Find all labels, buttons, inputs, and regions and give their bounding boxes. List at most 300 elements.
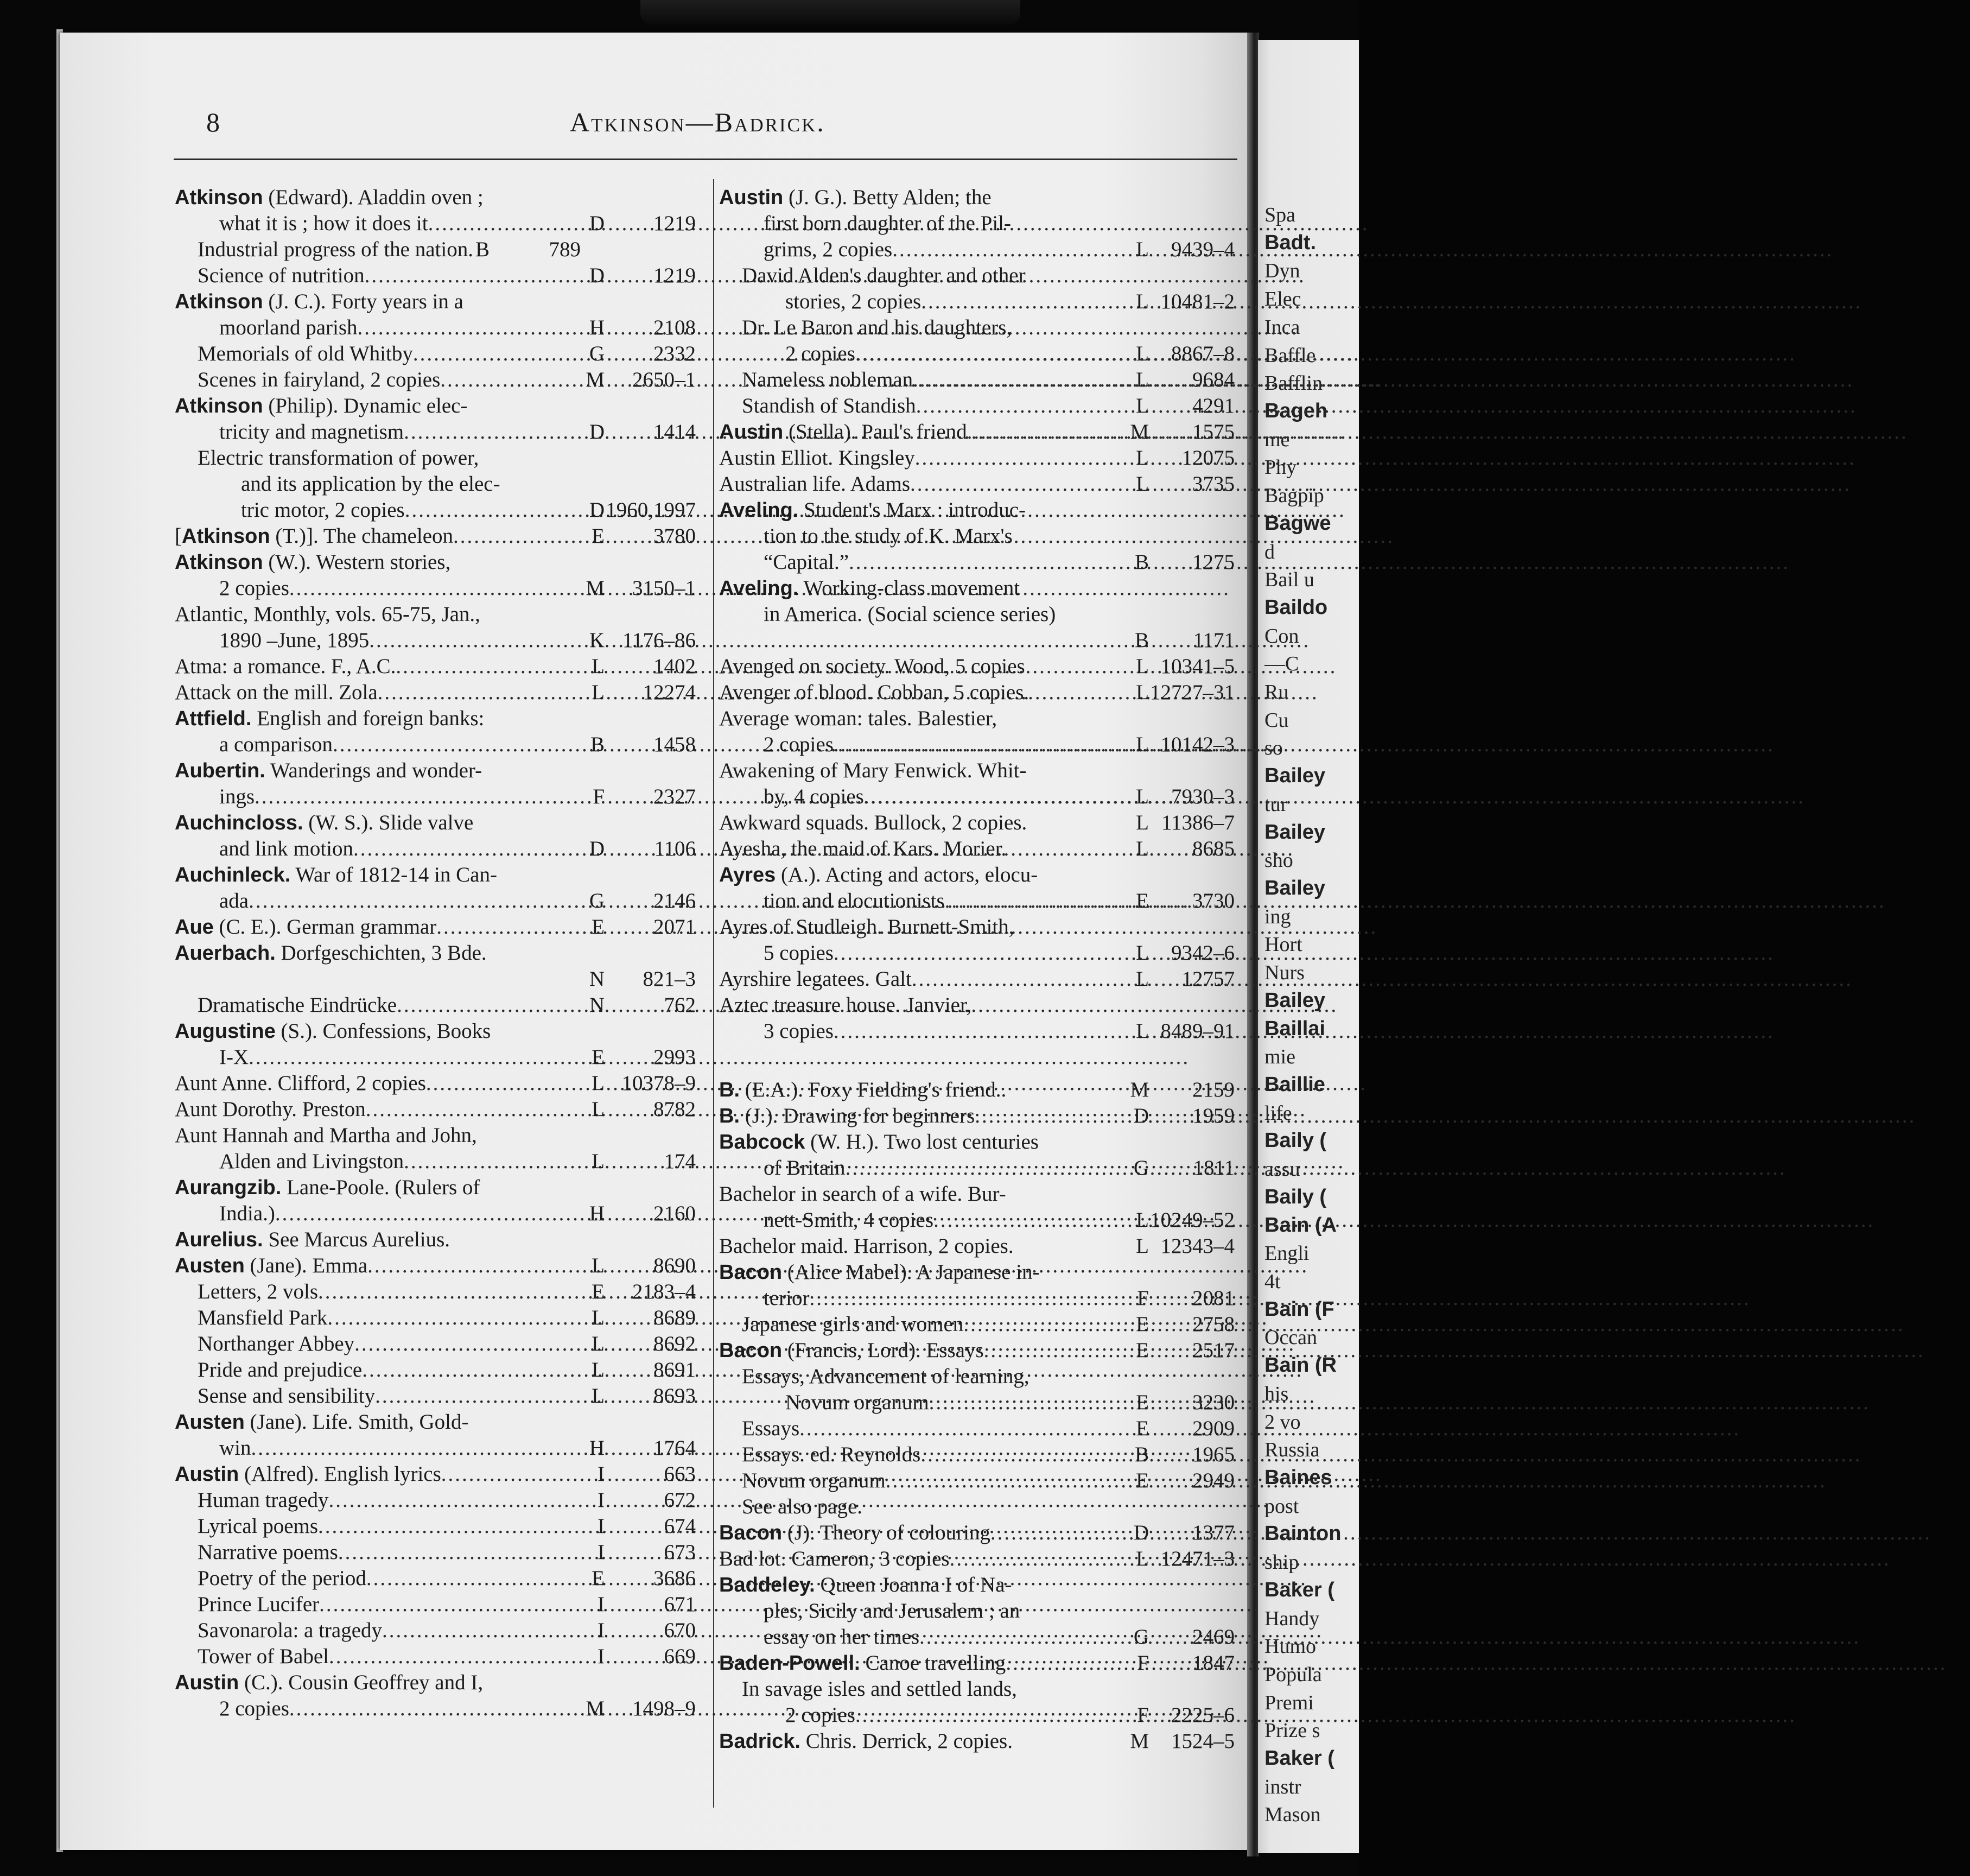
scan-top-shadow	[640, 0, 1020, 24]
right-column	[719, 185, 1235, 1754]
catalog-entry	[175, 237, 696, 263]
next-page-fragment: Bain (F	[1264, 1298, 1334, 1321]
leader-dots	[413, 341, 587, 367]
class-letter: N	[589, 993, 605, 1017]
class-letter: G	[589, 342, 605, 365]
next-page-fragment: Bainton	[1264, 1522, 1342, 1545]
entry-line	[175, 263, 696, 289]
next-page-fragment: —C	[1264, 652, 1299, 675]
entry-line	[719, 1259, 1235, 1285]
entry-line	[175, 393, 696, 419]
leader-dots	[945, 888, 1134, 914]
entry-text	[175, 185, 484, 211]
entry-text	[719, 1181, 1006, 1207]
leader-dots	[318, 1279, 589, 1305]
leader-dots	[366, 1097, 589, 1123]
class-letter: E	[1136, 1417, 1149, 1440]
entry-text: ada	[219, 889, 249, 912]
entry-line	[175, 1592, 696, 1618]
leader-dots	[975, 1103, 1132, 1129]
shelf-number: 670	[664, 1619, 696, 1642]
entry-text: of Britain	[764, 1156, 846, 1180]
shelf-number: 3780	[653, 524, 696, 548]
catalog-entry	[175, 393, 696, 445]
entry-title: War of 1812-14 in Can-	[290, 863, 497, 886]
entry-text: Nameless nobleman	[742, 368, 913, 391]
catalog-entry	[175, 1461, 696, 1487]
entry-text: first born daughter of the Pil-	[764, 212, 1011, 235]
entry-text: Letters, 2 vols	[198, 1280, 319, 1303]
entry-text	[719, 966, 912, 992]
next-page-fragment: Bain (A	[1264, 1214, 1337, 1237]
next-page-fragment: Con	[1264, 625, 1299, 648]
entry-heading: Austin	[719, 421, 784, 443]
catalog-entry	[175, 1644, 696, 1670]
entry-text: “Capital.”	[764, 550, 849, 574]
next-page-fragment: Baker (	[1264, 1579, 1334, 1601]
entry-heading: Aurangzib.	[175, 1176, 282, 1199]
entry-title: David Alden's daughter and other	[742, 264, 1026, 287]
entry-title: Aunt Hannah and Martha and John,	[175, 1124, 477, 1147]
entry-text: tion to the study of K. Marx's	[764, 524, 1013, 548]
catalog-entry	[175, 445, 696, 523]
entry-text: 2 copies	[785, 1703, 855, 1727]
entry-text: tric motor, 2 copies	[241, 498, 405, 522]
entry-text	[175, 393, 467, 419]
class-letter: E	[592, 1567, 605, 1590]
class-letter: D	[589, 212, 605, 235]
entry-text	[719, 497, 1026, 523]
shelf-number: 1575	[1192, 420, 1235, 443]
shelf-number: 2183–4	[632, 1280, 696, 1303]
entry-title: In savage isles and settled lands,	[742, 1677, 1017, 1701]
class-letter: L	[1136, 811, 1149, 834]
entry-line	[719, 784, 1235, 810]
next-page-fragment: Popula	[1264, 1663, 1322, 1686]
catalog-entry	[175, 1331, 696, 1357]
catalog-entry	[719, 992, 1235, 1044]
entry-text: Narrative poems	[198, 1541, 338, 1564]
entry-line	[719, 680, 1235, 706]
entry-heading: Aveling.	[719, 577, 799, 600]
shelf-number: 762	[664, 993, 696, 1017]
entry-line	[719, 1650, 1235, 1676]
entry-heading: Austin	[719, 186, 784, 209]
catalog-entry	[719, 1520, 1235, 1546]
class-letter: L	[1136, 655, 1149, 678]
entry-text: and link motion	[219, 837, 353, 860]
entry-text: See also page.	[742, 1495, 863, 1518]
next-page-fragment: instr	[1264, 1776, 1301, 1798]
entry-line	[175, 1070, 696, 1097]
shelf-number: 3686	[653, 1567, 696, 1590]
leader-dots	[834, 1018, 1134, 1044]
catalog-entry	[719, 393, 1235, 419]
entry-heading: Aurelius.	[175, 1228, 263, 1251]
class-letter: M	[1130, 1078, 1149, 1101]
catalog-entry	[175, 523, 696, 549]
class-letter: G	[589, 889, 605, 912]
shelf-number: 2108	[653, 316, 696, 339]
shelf-number: 174	[664, 1150, 696, 1173]
entry-line	[175, 680, 696, 706]
leader-dots	[809, 1285, 1135, 1311]
class-letter: D	[589, 498, 605, 522]
entry-title: Essays, Advancement of learning,	[742, 1365, 1030, 1388]
entry-text	[719, 654, 1025, 680]
catalog-entry	[175, 367, 696, 393]
catalog-entry	[175, 1279, 696, 1305]
entry-line	[175, 1097, 696, 1123]
shelf-number: 10378–9	[621, 1072, 696, 1095]
catalog-entry	[175, 549, 696, 601]
next-page-fragment: life	[1264, 1102, 1292, 1125]
shelf-number: 1960,1997	[606, 498, 696, 522]
leader-dots	[921, 289, 1134, 315]
leader-dots	[366, 1566, 589, 1592]
entry-text	[719, 1572, 1012, 1598]
catalog-entry	[719, 1181, 1235, 1233]
catalog-entry	[175, 1383, 696, 1409]
entry-title: (W.). Western stories,	[263, 550, 451, 574]
entry-text: in America. (Social science series)	[764, 603, 1056, 626]
entry-line	[719, 628, 1235, 654]
leader-dots	[333, 732, 588, 758]
entry-text: 3 copies	[764, 1019, 834, 1043]
shelf-number: 2758	[1192, 1313, 1235, 1336]
entry-text: essay on her times	[764, 1625, 920, 1649]
entry-line	[175, 523, 696, 549]
shelf-number: 2081	[1192, 1286, 1235, 1310]
class-letter: E	[1136, 1469, 1149, 1492]
entry-title: Ayres of Studleigh. Burnett-Smith,	[719, 915, 1014, 939]
entry-text: Standish of Standish	[742, 394, 916, 417]
entry-text: Novum organum	[785, 1391, 929, 1414]
entry-heading: Bacon	[719, 1261, 783, 1284]
entry-line	[175, 1149, 696, 1175]
entry-text: ples, Sicily and Jerusalem ; an	[764, 1599, 1020, 1623]
shelf-number: 1965	[1192, 1443, 1235, 1466]
shelf-number: 672	[664, 1488, 696, 1512]
entry-text: Dramatische Eindrücke	[198, 993, 397, 1017]
shelf-number: 2650–1	[632, 368, 696, 391]
entry-line	[175, 1175, 696, 1201]
leader-dots	[362, 1357, 589, 1383]
shelf-number: 12727–31	[1150, 681, 1235, 704]
entry-title: Dr. Le Baron and his daughters,	[742, 316, 1012, 339]
next-page-fragment: Phy	[1264, 456, 1297, 479]
entry-text: Japanese girls and women	[742, 1313, 964, 1336]
next-page-fragment: ing	[1264, 905, 1291, 928]
entry-text	[175, 1123, 477, 1149]
entry-line	[719, 185, 1235, 211]
entry-text	[719, 185, 992, 211]
leader-dots	[990, 1520, 1132, 1546]
catalog-entry	[175, 992, 696, 1018]
catalog-entry	[719, 810, 1235, 836]
entry-line	[175, 914, 696, 940]
next-page-fragment: Cu	[1264, 709, 1289, 732]
entry-line	[719, 1390, 1235, 1416]
entry-text	[719, 836, 1006, 862]
shelf-number: 789	[549, 238, 581, 261]
entry-line	[719, 1572, 1235, 1598]
entry-heading: Austin	[175, 1463, 239, 1486]
catalog-entry	[175, 810, 696, 862]
entry-line	[175, 1696, 696, 1722]
entry-line	[719, 1676, 1235, 1702]
leader-dots	[397, 992, 587, 1018]
leader-dots	[369, 628, 587, 654]
entry-text	[719, 1650, 1006, 1676]
shelf-number: 663	[664, 1462, 696, 1486]
entry-line	[175, 1044, 696, 1070]
entry-title: Aunt Anne. Clifford, 2 copies	[175, 1072, 426, 1095]
entry-text	[719, 1728, 1013, 1754]
entry-text	[719, 810, 1027, 836]
catalog-entry	[175, 706, 696, 758]
entry-heading: B.	[719, 1105, 740, 1127]
leader-dots	[375, 1383, 589, 1409]
entry-line	[719, 471, 1235, 497]
next-page-fragment: Hort	[1264, 933, 1302, 956]
catalog-entry	[175, 1018, 696, 1070]
entry-text	[719, 1520, 990, 1546]
next-page-fragment: Humo	[1264, 1635, 1316, 1658]
class-letter: L	[1136, 290, 1149, 313]
catalog-entry	[719, 1129, 1235, 1181]
entry-line	[175, 966, 696, 992]
entry-title: Awkward squads. Bullock, 2 copies.	[719, 811, 1027, 834]
catalog-entry	[719, 1077, 1235, 1103]
entry-line	[175, 758, 696, 784]
leader-dots	[354, 1331, 589, 1357]
entry-line	[719, 966, 1235, 992]
entry-text: Northanger Abbey	[198, 1332, 355, 1355]
class-letter: F	[1137, 1651, 1149, 1675]
entry-line	[175, 1461, 696, 1487]
class-letter: D	[589, 837, 605, 860]
entry-title: Queen Joanna I of Na-	[815, 1573, 1012, 1596]
entry-line	[175, 315, 696, 341]
class-letter: L	[1136, 941, 1149, 965]
entry-title: (Philip). Dynamic elec-	[263, 394, 468, 417]
entry-text	[742, 1364, 1030, 1390]
entry-line	[719, 1598, 1235, 1624]
entry-heading: Austin	[175, 1671, 239, 1694]
catalog-entry	[719, 1572, 1235, 1650]
class-letter: D	[1133, 1104, 1149, 1127]
entry-line	[719, 1442, 1235, 1468]
leader-dots	[950, 1546, 1134, 1572]
catalog-entry	[175, 1227, 696, 1253]
entry-text	[742, 315, 1012, 341]
entry-heading: Atkinson	[175, 290, 263, 313]
entry-line	[175, 1331, 696, 1357]
leader-dots	[916, 393, 1134, 419]
entry-title: Awakening of Mary Fenwick. Whit-	[719, 759, 1027, 782]
entry-title: (J. C.). Forty years in a	[263, 290, 463, 313]
next-page-fragment: Badt.	[1264, 231, 1316, 254]
entry-line	[719, 315, 1235, 341]
entry-line	[719, 1702, 1235, 1728]
entry-text: Tower of Babel	[198, 1645, 329, 1668]
entry-text	[719, 471, 910, 497]
catalog-entry	[175, 1253, 696, 1279]
class-letter: B	[1134, 550, 1149, 574]
entry-line	[175, 497, 696, 523]
shelf-number: 10142–3	[1160, 733, 1235, 756]
next-page-fragment: Bafflin	[1264, 372, 1323, 395]
shelf-number: 10341–5	[1160, 655, 1235, 678]
entry-line	[719, 1338, 1235, 1364]
leader-dots	[963, 1311, 1134, 1338]
entry-text	[175, 810, 473, 836]
entry-line	[175, 1409, 696, 1435]
entry-text: Essays. ed. Reynolds	[742, 1443, 921, 1466]
entry-text: win	[219, 1436, 251, 1460]
class-letter: B	[475, 238, 490, 261]
entry-text: Essays	[742, 1417, 800, 1440]
entry-title: Bad lot. Cameron, 3 copies	[719, 1547, 950, 1570]
shelf-number: 1219	[653, 212, 696, 235]
entry-line	[719, 601, 1235, 628]
entry-title: Canoe travelling	[860, 1651, 1006, 1675]
class-letter: E	[592, 1280, 605, 1303]
entry-text	[175, 1018, 491, 1044]
entry-line	[719, 1018, 1235, 1044]
entry-line	[719, 289, 1235, 315]
entry-line	[719, 940, 1235, 966]
class-letter: B	[590, 733, 605, 756]
next-page-fragment: Prize s	[1264, 1719, 1320, 1742]
class-letter: E	[592, 1045, 605, 1069]
shelf-number: 10481–2	[1160, 290, 1235, 313]
entry-text	[719, 1259, 1039, 1285]
catalog-entry	[719, 654, 1235, 680]
entry-heading: Auerbach.	[175, 942, 276, 965]
shelf-number: 1176–86	[622, 629, 696, 652]
next-page-fragment: his	[1264, 1383, 1289, 1405]
entry-text	[175, 680, 378, 706]
shelf-number: 11386–7	[1161, 811, 1235, 834]
class-letter: L	[1136, 342, 1149, 365]
class-letter: E	[1136, 1313, 1149, 1336]
shelf-number: 673	[664, 1541, 696, 1564]
entry-text: Memorials of old Whitby	[198, 342, 413, 365]
leader-dots	[913, 367, 1134, 393]
shelf-number: 8867–8	[1171, 342, 1235, 365]
entry-title: Bachelor in search of a wife. Bur-	[719, 1182, 1006, 1206]
class-letter: L	[592, 1072, 605, 1095]
entry-text: grims, 2 copies	[764, 238, 893, 261]
shelf-number: 2225–6	[1171, 1703, 1235, 1727]
class-letter: L	[592, 1306, 605, 1329]
entry-text	[719, 575, 1020, 601]
class-letter: E	[1136, 1339, 1149, 1362]
entry-heading: Bacon	[719, 1339, 783, 1362]
entry-text	[719, 992, 971, 1018]
entry-title: Student's Marx : introduc-	[798, 498, 1026, 522]
catalog-entry	[719, 862, 1235, 914]
next-page-fragment: Russia	[1264, 1438, 1320, 1461]
entry-title: Ayrshire legatees. Galt	[719, 967, 912, 991]
entry-text	[719, 758, 1027, 784]
next-page-fragment: Bailey	[1264, 764, 1325, 787]
catalog-entry	[719, 1233, 1235, 1259]
entry-line	[719, 575, 1235, 601]
shelf-number: 674	[664, 1514, 696, 1538]
catalog-entry	[175, 1305, 696, 1331]
entry-heading: Babcock	[719, 1131, 805, 1154]
entry-text	[175, 1409, 468, 1435]
leader-dots	[919, 1624, 1132, 1650]
entry-text	[719, 680, 1029, 706]
shelf-number: 2159	[1192, 1078, 1235, 1101]
entry-title: Working-class movement	[798, 576, 1020, 600]
next-page-fragment: Baily (	[1264, 1129, 1327, 1152]
catalog-entry	[719, 1728, 1235, 1754]
shelf-number: 2993	[653, 1045, 696, 1069]
shelf-number: 1402	[653, 655, 696, 678]
leader-dots	[453, 523, 589, 549]
next-page-fragment: Bagpip	[1264, 484, 1324, 507]
catalog-entry	[719, 471, 1235, 497]
class-letter: E	[592, 524, 605, 548]
catalog-entry	[719, 836, 1235, 862]
class-letter: L	[592, 1098, 605, 1121]
entry-line	[719, 992, 1235, 1018]
next-page-fragment: Baker (	[1264, 1747, 1334, 1770]
entry-line	[719, 1624, 1235, 1650]
entry-title: (C. E.). German grammar	[213, 915, 437, 939]
entry-line	[719, 341, 1235, 367]
class-letter: I	[598, 1514, 605, 1538]
catalog-entry	[175, 1618, 696, 1644]
entry-heading: Ayres	[719, 864, 776, 886]
leader-dots	[275, 1201, 587, 1227]
catalog-entry	[719, 497, 1235, 575]
shelf-number: 2160	[653, 1202, 696, 1225]
entry-text	[175, 940, 487, 966]
shelf-number: 2517	[1192, 1339, 1235, 1362]
next-page-fragment: Bailey	[1264, 989, 1325, 1012]
entry-text	[175, 601, 480, 628]
shelf-number: 1219	[653, 264, 696, 287]
entry-text: Pride and prejudice	[198, 1358, 363, 1381]
catalog-entry	[719, 706, 1235, 758]
class-letter: D	[589, 264, 605, 287]
entry-title: Lane-Poole. (Rulers of	[281, 1176, 480, 1199]
class-letter: L	[592, 1150, 605, 1173]
entry-title: Avenged on society. Wood, 5 copies	[719, 655, 1025, 678]
shelf-number: 8690	[653, 1254, 696, 1277]
catalog-entry	[719, 758, 1235, 810]
catalog-entry	[175, 1592, 696, 1618]
shelf-number: 2327	[653, 785, 696, 808]
shelf-number: 2469	[1192, 1625, 1235, 1649]
catalog-entry	[175, 654, 696, 680]
entry-title: (W. H.). Two lost centuries	[805, 1130, 1039, 1154]
entry-line	[719, 1494, 1235, 1520]
entry-text: a comparison	[219, 733, 333, 756]
shelf-number: 12471–3	[1160, 1547, 1235, 1570]
class-letter: M	[586, 368, 605, 391]
entry-title: (T.)]. The chameleon	[270, 524, 454, 548]
entry-line	[175, 1227, 696, 1253]
next-page-fragment: Handy	[1264, 1607, 1320, 1630]
shelf-number: 669	[664, 1645, 696, 1668]
